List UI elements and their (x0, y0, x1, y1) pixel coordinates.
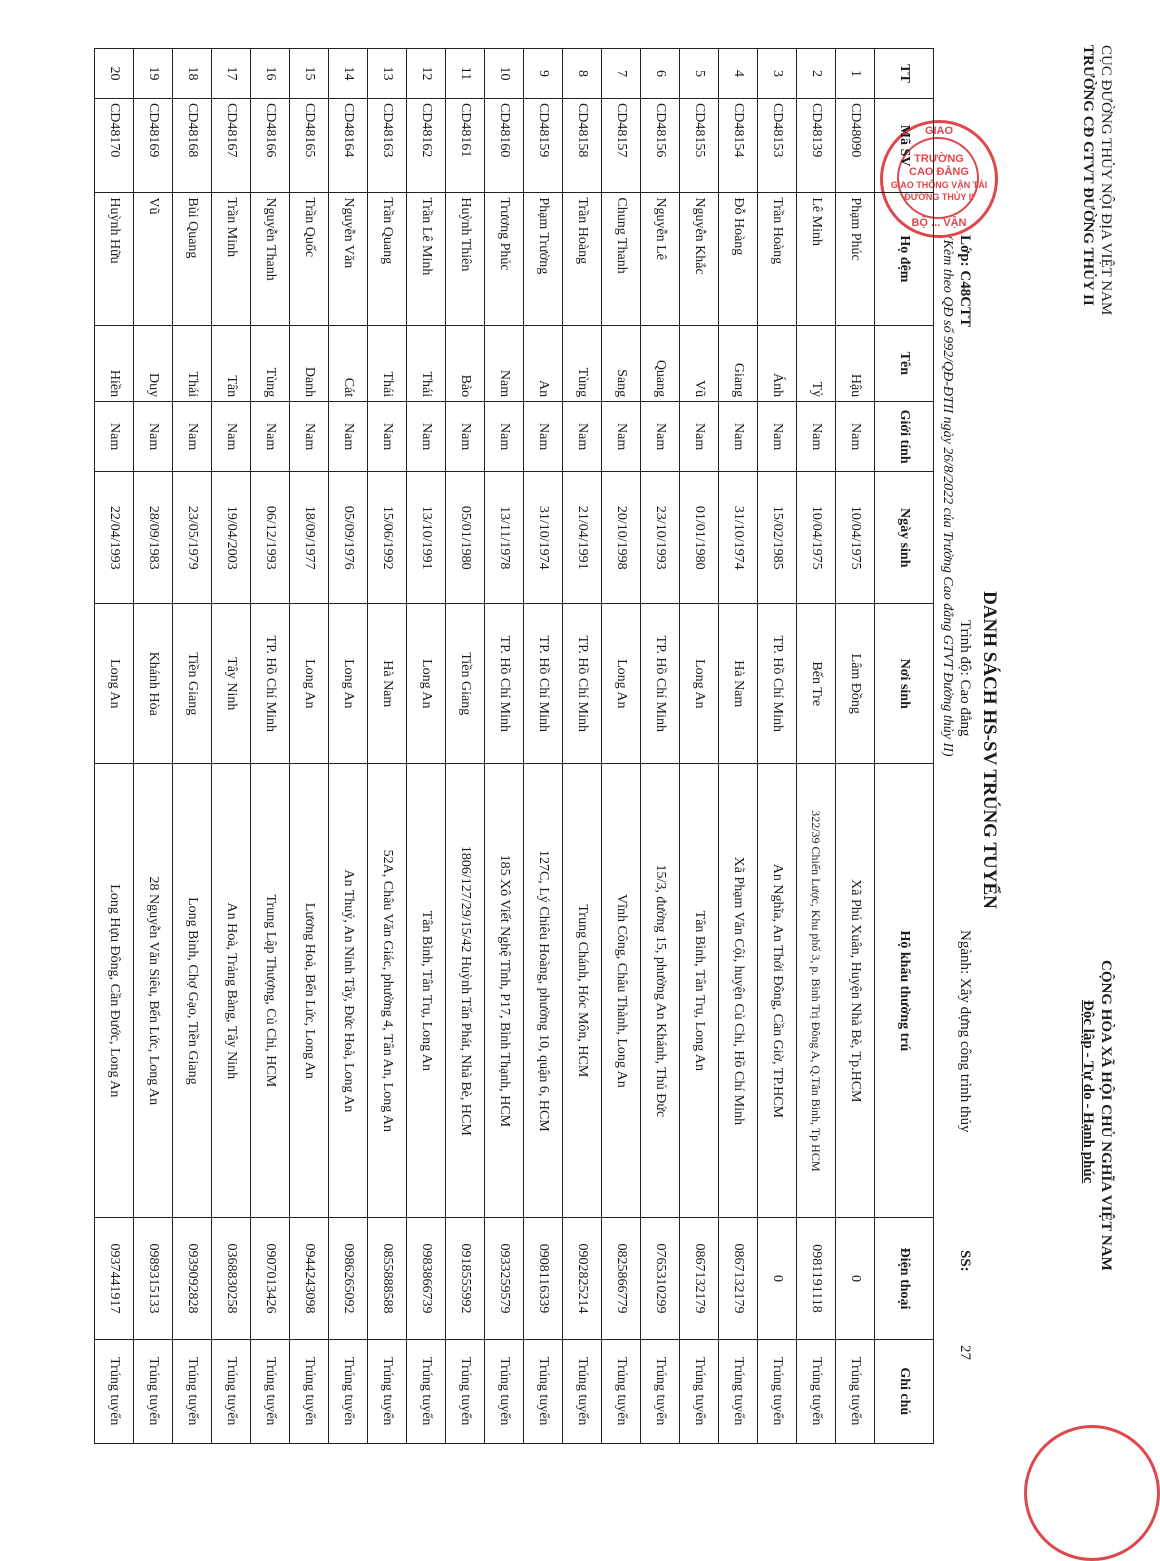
cell-middle-name: Đỗ Hoàng (719, 193, 758, 325)
cell-residence: Xã Phạm Văn Cội, huyện Củ Chi, Hồ Chí Minh (719, 764, 758, 1218)
cell-first-name: Vũ (680, 325, 719, 402)
cell-residence: Lương Hoà, Bến Lức, Long An (290, 764, 329, 1218)
cell-residence: An Nghĩa, An Thới Đông, Cần Giờ, TP.HCM (758, 764, 797, 1218)
table-row (290, 49, 329, 1444)
cell-phone: 0 (758, 1218, 797, 1339)
cell-first-name: Ánh (758, 325, 797, 402)
cell-residence: An Hoà, Trảng Bàng, Tây Ninh (212, 764, 251, 1218)
cell-student-id: CD48157 (602, 98, 641, 192)
cell-residence: Long Hựu Đông, Cần Đước, Long An (95, 764, 134, 1218)
cell-student-id: CD48158 (563, 98, 602, 192)
cell-tt: 7 (602, 49, 641, 99)
cell-residence: 15/3, đường 15, phường An Khánh, Thủ Đức (641, 764, 680, 1218)
cell-middle-name: Vũ (134, 193, 173, 325)
cell-gender: Nam (95, 402, 134, 472)
cell-student-id: CD48167 (212, 98, 251, 192)
col-header-phone: Điện thoại (875, 1218, 934, 1339)
cell-phone: 0 (836, 1218, 875, 1339)
cell-first-name: Thái (368, 325, 407, 402)
cell-note: Trúng tuyển (173, 1339, 212, 1443)
cell-student-id: CD48160 (485, 98, 524, 192)
cell-birthplace: Hà Nam (368, 604, 407, 764)
cell-gender: Nam (836, 402, 875, 472)
cell-phone: 0902825214 (563, 1218, 602, 1339)
cell-phone: 0937441917 (95, 1218, 134, 1339)
cell-middle-name: Phạm Trường (524, 193, 563, 325)
cell-gender: Nam (407, 402, 446, 472)
cell-first-name: An (524, 325, 563, 402)
cell-middle-name: Chung Thanh (602, 193, 641, 325)
cell-tt: 8 (563, 49, 602, 99)
cell-note: Trúng tuyển (758, 1339, 797, 1443)
student-table (94, 48, 934, 1444)
cell-birthdate: 10/04/1975 (797, 472, 836, 604)
cell-birthplace: TP. Hồ Chí Minh (485, 604, 524, 764)
ss-value: 27 (957, 1345, 973, 1360)
cell-note: Trúng tuyển (563, 1339, 602, 1443)
cell-middle-name: Trần Lê Minh (407, 193, 446, 325)
cell-gender: Nam (485, 402, 524, 472)
cell-gender: Nam (641, 402, 680, 472)
cell-student-id: CD48159 (524, 98, 563, 192)
table-row (446, 49, 485, 1444)
cell-phone: 0855888588 (368, 1218, 407, 1339)
cell-tt: 13 (368, 49, 407, 99)
cell-first-name: Danh (290, 325, 329, 402)
cell-gender: Nam (602, 402, 641, 472)
col-header-gender: Giới tính (875, 402, 934, 472)
cell-middle-name: Nguyễn Văn (329, 193, 368, 325)
cell-residence: An Thuỷ, An Ninh Tây, Đức Hoà, Long An (329, 764, 368, 1218)
cell-phone: 0989315133 (134, 1218, 173, 1339)
cell-birthplace: Long An (407, 604, 446, 764)
cell-middle-name: Huỳnh Hữu (95, 193, 134, 325)
cell-note: Trúng tuyển (836, 1339, 875, 1443)
cell-middle-name: Trần Hoàng (563, 193, 602, 325)
cell-residence: 322/39 Chiến Lược, Khu phố 3, p. Bình Trị Đông A, Q.Tân Bình, Tp HCM (797, 764, 836, 1218)
cell-first-name: Quang (641, 325, 680, 402)
cell-note: Trúng tuyển (134, 1339, 173, 1443)
cell-tt: 14 (329, 49, 368, 99)
cell-first-name: Tân (212, 325, 251, 402)
cell-tt: 19 (134, 49, 173, 99)
col-header-residence: Hộ khẩu thường trú (875, 764, 934, 1218)
cell-residence: Tân Bình, Tân Trụ, Long An (680, 764, 719, 1218)
cell-birthplace: Tiền Giang (446, 604, 485, 764)
cell-birthplace: Hà Nam (719, 604, 758, 764)
cell-birthdate: 13/10/1991 (407, 472, 446, 604)
level-label: Trình độ: Cao đẳng (957, 620, 973, 737)
cell-residence: 52A, Châu Văn Giác, phường 4, Tân An, Long An (368, 764, 407, 1218)
cell-birthdate: 21/04/1991 (563, 472, 602, 604)
school-stamp: GIAO TRƯỜNG CAO ĐẲNG GIAO THÔNG VẬN TẢI ĐƯỜNG THỦY II BỘ ... VẬN (880, 120, 998, 238)
cell-first-name: Tùng (563, 325, 602, 402)
cell-note: Trúng tuyển (524, 1339, 563, 1443)
cell-note: Trúng tuyển (485, 1339, 524, 1443)
cell-tt: 12 (407, 49, 446, 99)
table-row (797, 49, 836, 1444)
cell-birthdate: 23/10/1993 (641, 472, 680, 604)
cell-tt: 4 (719, 49, 758, 99)
cell-student-id: CD48164 (329, 98, 368, 192)
table-row (602, 49, 641, 1444)
col-header-tt: TT (875, 49, 934, 99)
cell-gender: Nam (173, 402, 212, 472)
cell-birthdate: 06/12/1993 (251, 472, 290, 604)
cell-student-id: CD48165 (290, 98, 329, 192)
cell-middle-name: Nguyễn Khắc (680, 193, 719, 325)
cell-first-name: Duy (134, 325, 173, 402)
cell-student-id: CD48166 (251, 98, 290, 192)
cell-residence: 185 Xô Viết Nghệ Tĩnh, P17, Bình Thạnh, HCM (485, 764, 524, 1218)
cell-note: Trúng tuyển (251, 1339, 290, 1443)
cell-phone: 0867132179 (719, 1218, 758, 1339)
cell-birthplace: Khánh Hòa (134, 604, 173, 764)
cell-first-name: Nam (485, 325, 524, 402)
cell-student-id: CD48139 (797, 98, 836, 192)
cell-gender: Nam (134, 402, 173, 472)
cell-note: Trúng tuyển (602, 1339, 641, 1443)
cell-first-name: Thái (407, 325, 446, 402)
table-row (719, 49, 758, 1444)
cell-birthplace: TP. Hồ Chí Minh (641, 604, 680, 764)
cell-birthplace: TP. Hồ Chí Minh (251, 604, 290, 764)
cell-student-id: CD48162 (407, 98, 446, 192)
cell-birthdate: 18/09/1977 (290, 472, 329, 604)
table-row (680, 49, 719, 1444)
cell-birthplace: Bến Tre (797, 604, 836, 764)
ss-label: SS: (957, 1250, 973, 1272)
cell-tt: 18 (173, 49, 212, 99)
cell-middle-name: Phạm Phúc (836, 193, 875, 325)
cell-tt: 10 (485, 49, 524, 99)
cell-phone: 0933259579 (485, 1218, 524, 1339)
cell-birthdate: 22/04/1993 (95, 472, 134, 604)
cell-phone: 0908116339 (524, 1218, 563, 1339)
cell-birthdate: 05/09/1976 (329, 472, 368, 604)
cell-residence: 28 Nguyễn Văn Siêu, Bến Lức, Long An (134, 764, 173, 1218)
cell-gender: Nam (251, 402, 290, 472)
cell-student-id: CD48153 (758, 98, 797, 192)
cell-phone: 0765310299 (641, 1218, 680, 1339)
cell-middle-name: Bùi Quang (173, 193, 212, 325)
cell-birthplace: TP. Hồ Chí Minh (563, 604, 602, 764)
table-row (485, 49, 524, 1444)
cell-tt: 5 (680, 49, 719, 99)
cell-gender: Nam (524, 402, 563, 472)
table-row (524, 49, 563, 1444)
cell-tt: 16 (251, 49, 290, 99)
cell-middle-name: Nguyễn Lê (641, 193, 680, 325)
cell-birthdate: 05/01/1980 (446, 472, 485, 604)
cell-birthplace: Long An (95, 604, 134, 764)
nation-line-1: CỘNG HÒA XÃ HỘI CHỦ NGHĨA VIỆT NAM (1098, 960, 1114, 1271)
cell-middle-name: Nguyễn Thanh (251, 193, 290, 325)
cell-middle-name: Trần Minh (212, 193, 251, 325)
table-row (641, 49, 680, 1444)
cell-birthplace: Tiền Giang (173, 604, 212, 764)
table-row (563, 49, 602, 1444)
cell-note: Trúng tuyển (95, 1339, 134, 1443)
cell-student-id: CD48161 (446, 98, 485, 192)
cell-first-name: Thái (173, 325, 212, 402)
cell-phone: 0368830258 (212, 1218, 251, 1339)
col-header-student-id: Mã SV (875, 98, 934, 192)
cell-tt: 17 (212, 49, 251, 99)
cell-first-name: Hiền (95, 325, 134, 402)
major-label: Ngành: Xây dựng công trình thủy (957, 930, 973, 1133)
decision-note: (Kèm theo QĐ số 992/QĐ-ĐTII ngày 26/8/2022 của Trường Cao đẳng GTVT Đường thủy II) (940, 235, 955, 757)
cell-phone: 0867132179 (680, 1218, 719, 1339)
cell-student-id: CD48170 (95, 98, 134, 192)
table-row (329, 49, 368, 1444)
cell-birthdate: 01/01/1980 (680, 472, 719, 604)
cell-phone: 0939092828 (173, 1218, 212, 1339)
cell-birthplace: Long An (290, 604, 329, 764)
cell-note: Trúng tuyển (641, 1339, 680, 1443)
cell-tt: 2 (797, 49, 836, 99)
cell-residence: Vĩnh Công, Châu Thành, Long An (602, 764, 641, 1218)
cell-note: Trúng tuyển (446, 1339, 485, 1443)
cell-note: Trúng tuyển (329, 1339, 368, 1443)
col-header-first-name: Tên (875, 325, 934, 402)
cell-middle-name: Trương Phúc (485, 193, 524, 325)
cell-first-name: Tùng (251, 325, 290, 402)
table-header-row (875, 49, 934, 1444)
cell-residence: Long Bình, Chợ Gạo, Tiền Giang (173, 764, 212, 1218)
table-row (836, 49, 875, 1444)
cell-first-name: Bảo (446, 325, 485, 402)
cell-tt: 15 (290, 49, 329, 99)
cell-note: Trúng tuyển (368, 1339, 407, 1443)
cell-birthdate: 19/04/2003 (212, 472, 251, 604)
cell-phone: 0944243098 (290, 1218, 329, 1339)
cell-gender: Nam (797, 402, 836, 472)
cell-phone: 0825866779 (602, 1218, 641, 1339)
cell-phone: 0981191118 (797, 1218, 836, 1339)
cell-gender: Nam (680, 402, 719, 472)
table-row (368, 49, 407, 1444)
table-row (134, 49, 173, 1444)
table-row (407, 49, 446, 1444)
cell-residence: Trung Lập Thượng, Củ Chi, HCM (251, 764, 290, 1218)
cell-gender: Nam (563, 402, 602, 472)
cell-tt: 9 (524, 49, 563, 99)
cell-middle-name: Trần Hoàng (758, 193, 797, 325)
cell-birthplace: Long An (602, 604, 641, 764)
class-label: Lớp: C48CTT (957, 235, 973, 328)
org-line-1: CỤC ĐƯỜNG THỦY NỘI ĐỊA VIỆT NAM (1098, 45, 1114, 316)
cell-gender: Nam (719, 402, 758, 472)
cell-residence: Tân Bình, Tân Trụ, Long An (407, 764, 446, 1218)
cell-residence: Xã Phú Xuân, Huyện Nhà Bè, Tp.HCM (836, 764, 875, 1218)
cell-gender: Nam (290, 402, 329, 472)
cell-birthplace: Long An (680, 604, 719, 764)
col-header-note: Ghi chú (875, 1339, 934, 1443)
cell-first-name: Tỷ (797, 325, 836, 402)
cell-student-id: CD48169 (134, 98, 173, 192)
cell-birthdate: 31/10/1974 (524, 472, 563, 604)
cell-note: Trúng tuyển (797, 1339, 836, 1443)
cell-birthdate: 15/02/1985 (758, 472, 797, 604)
cell-tt: 3 (758, 49, 797, 99)
cell-birthdate: 10/04/1975 (836, 472, 875, 604)
cell-birthdate: 15/06/1992 (368, 472, 407, 604)
cell-gender: Nam (368, 402, 407, 472)
cell-residence: Trung Chánh, Hóc Môn, HCM (563, 764, 602, 1218)
cell-birthplace: Tây Ninh (212, 604, 251, 764)
cell-student-id: CD48156 (641, 98, 680, 192)
cell-first-name: Hậu (836, 325, 875, 402)
cell-gender: Nam (212, 402, 251, 472)
cell-gender: Nam (446, 402, 485, 472)
cell-tt: 11 (446, 49, 485, 99)
cell-tt: 1 (836, 49, 875, 99)
cell-birthplace: TP. Hồ Chí Minh (758, 604, 797, 764)
org-line-2: TRƯỜNG CĐ GTVT ĐƯỜNG THỦY II (1080, 45, 1096, 306)
cell-birthplace: Long An (329, 604, 368, 764)
cell-note: Trúng tuyển (719, 1339, 758, 1443)
cell-student-id: CD48168 (173, 98, 212, 192)
cell-tt: 20 (95, 49, 134, 99)
cell-birthplace: Lâm Đồng (836, 604, 875, 764)
table-row (95, 49, 134, 1444)
document-title: DANH SÁCH HS-SV TRÚNG TUYỂN (979, 591, 1000, 909)
col-header-birthplace: Nơi sinh (875, 604, 934, 764)
col-header-middle-name: Họ đệm (875, 193, 934, 325)
cell-student-id: CD48155 (680, 98, 719, 192)
table-row (758, 49, 797, 1444)
cell-first-name: Cát (329, 325, 368, 402)
cell-middle-name: Lê Minh (797, 193, 836, 325)
cell-birthdate: 13/11/1978 (485, 472, 524, 604)
cell-gender: Nam (758, 402, 797, 472)
cell-middle-name: Trần Quang (368, 193, 407, 325)
table-row (251, 49, 290, 1444)
cell-birthdate: 23/05/1979 (173, 472, 212, 604)
corner-stamp (1024, 1425, 1160, 1561)
nation-motto: Độc lập - Tự do - Hạnh phúc (1080, 1000, 1096, 1184)
cell-birthdate: 28/09/1983 (134, 472, 173, 604)
cell-student-id: CD48090 (836, 98, 875, 192)
cell-first-name: Giang (719, 325, 758, 402)
cell-middle-name: Trần Quốc (290, 193, 329, 325)
cell-note: Trúng tuyển (212, 1339, 251, 1443)
table-row (173, 49, 212, 1444)
cell-first-name: Sang (602, 325, 641, 402)
cell-phone: 0907013426 (251, 1218, 290, 1339)
cell-student-id: CD48163 (368, 98, 407, 192)
cell-birthdate: 31/10/1974 (719, 472, 758, 604)
table-row (212, 49, 251, 1444)
cell-birthdate: 20/10/1998 (602, 472, 641, 604)
cell-phone: 0986265092 (329, 1218, 368, 1339)
cell-middle-name: Huỳnh Thiên (446, 193, 485, 325)
cell-note: Trúng tuyển (407, 1339, 446, 1443)
cell-phone: 0983866739 (407, 1218, 446, 1339)
col-header-birthdate: Ngày sinh (875, 472, 934, 604)
cell-tt: 6 (641, 49, 680, 99)
cell-phone: 0918555992 (446, 1218, 485, 1339)
cell-note: Trúng tuyển (680, 1339, 719, 1443)
cell-residence: 1806/127/29/15/42 Huỳnh Tấn Phát, Nhà Bè, HCM (446, 764, 485, 1218)
cell-residence: 127C, Lý Chiêu Hoàng, phường 10, quận 6, HCM (524, 764, 563, 1218)
cell-gender: Nam (329, 402, 368, 472)
cell-birthplace: TP. Hồ Chí Minh (524, 604, 563, 764)
cell-student-id: CD48154 (719, 98, 758, 192)
cell-note: Trúng tuyển (290, 1339, 329, 1443)
